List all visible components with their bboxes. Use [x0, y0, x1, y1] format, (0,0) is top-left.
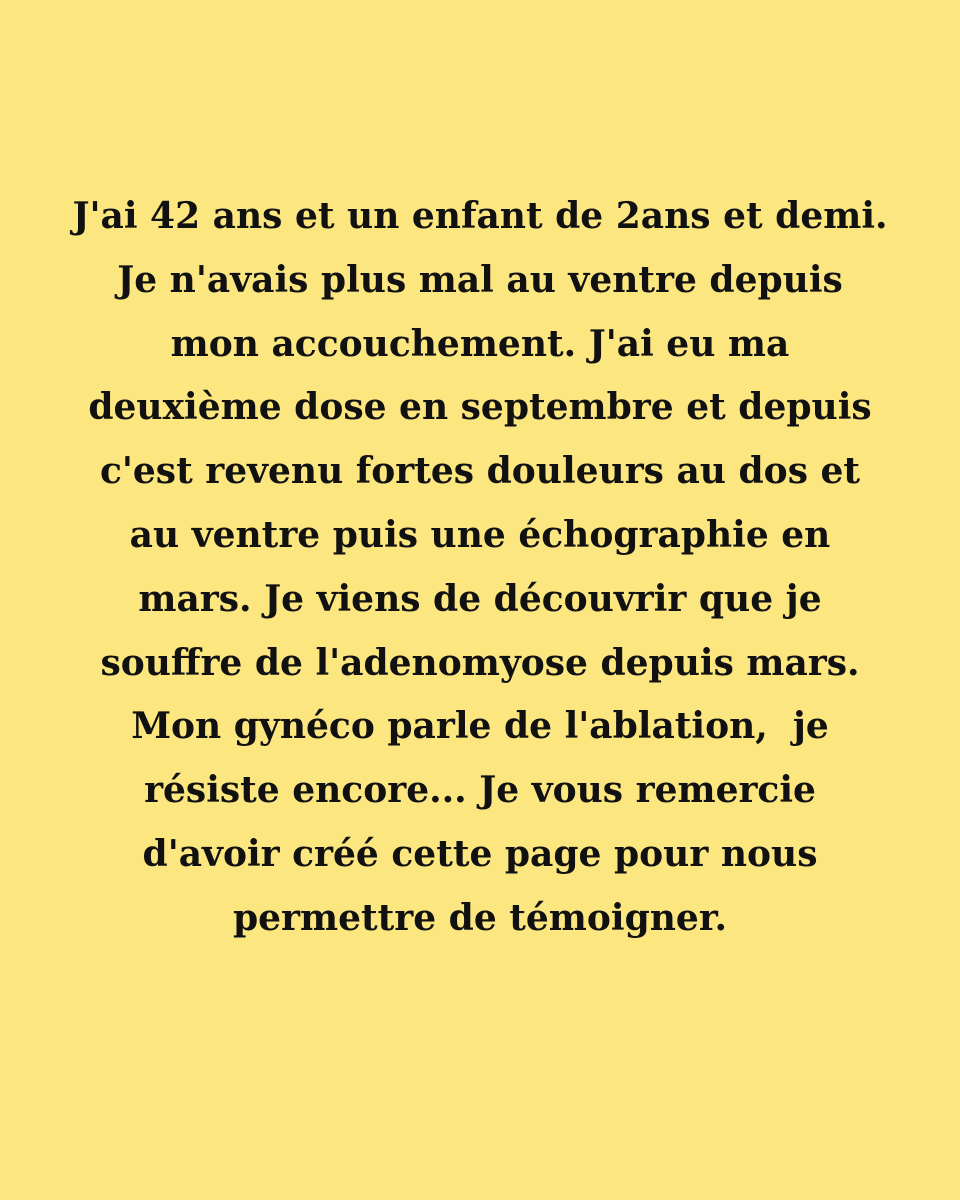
- testimony-line: J'ai 42 ans et un enfant de 2ans et demi.: [72, 195, 888, 237]
- testimony-line: permettre de témoigner.: [232, 896, 728, 939]
- testimony-line: mars. Je viens de découvrir que je: [138, 577, 822, 620]
- testimony-text: [60, 185, 900, 951]
- testimony-line: souffre de l'adenomyose depuis mars.: [100, 641, 860, 684]
- testimony-line: Je n'avais plus mal au ventre depuis: [117, 258, 843, 301]
- testimony-line: Mon gynéco parle de l'ablation, je: [131, 705, 829, 748]
- testimony-line: deuxième dose en septembre et depuis: [88, 386, 872, 429]
- testimony-line: au ventre puis une échographie en: [129, 513, 831, 556]
- testimony-line: c'est revenu fortes douleurs au dos et: [99, 450, 861, 493]
- testimony-line: mon accouchement. J'ai eu ma: [170, 322, 790, 365]
- testimony-line: résiste encore... Je vous remercie: [144, 769, 816, 812]
- testimony-line: d'avoir créé cette page pour nous: [142, 832, 818, 875]
